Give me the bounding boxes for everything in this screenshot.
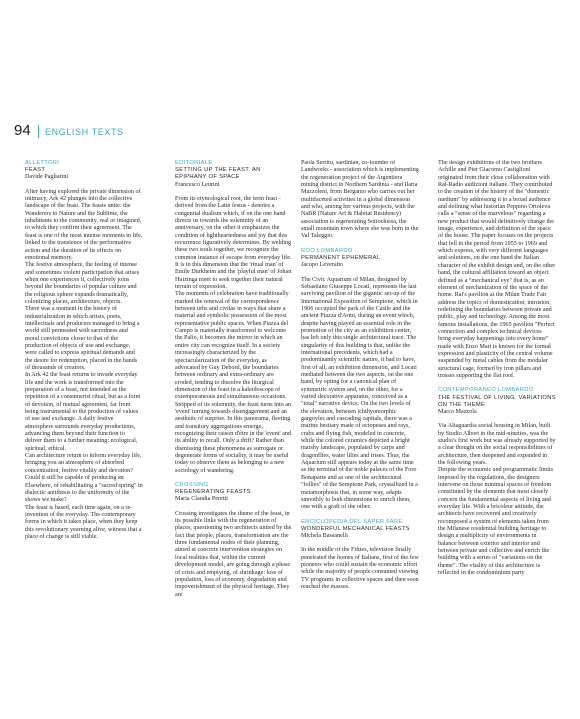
article-paragraph: The design exhibitions of the two brothers Achille and Pier Giacomo Castiglioni originated from their close collaboration with Rai-Radio audizioni italiane. They contributed to the creation of the history of the "domestic medium" by addressing it to a broad audience and defining what historian Peppino Ortoleva calls a "sense of the marvelous" regarding a new product that would definitively change the image, experience, and definition of the space of the house. The paper focuses on the projects that fell in the period from 1955 to 1969 and which express, with very different languages and solutions, on the one hand the Italian character of the exhibit design and, on the other hand, the cultural affiliation toward an object defined as a "mechanical eye" that is, as an element of mechanization of the space of the home. Rai's pavilion at the Milan Trade Fair address the topics of domestication, intrusion, redefining the boundaries between private and public, play and technology. Among the most famous installations, the 1965 pavilion "Perfect connection and complex technical devices bring everyday happenings into every home" made with Enzo Mari is known for the formal expression and plasticity of the central volume suspended by metal cables from the modular structural cage, formed by iron pillars and trusses supporting the flat roof. xyxy=(438,160,556,379)
article-paragraph: In the middle of the Fifties, television finally penetrated the homes of Italians, first of the few pioneers who could sustain the economic effort while the majority of people consumed viewing TV programs in collective spaces and then soon reached the masses. xyxy=(301,547,419,590)
article-spacer xyxy=(438,380,556,387)
article-author: Francesco Leurini xyxy=(175,181,220,188)
article-author: Marco Mazzola xyxy=(438,408,477,415)
article-paragraph: The moments of celebration have traditionally marked the renewal of the correspondence between urbs and civitas in ways that share a material and symbolic possession of the most representative public spaces. When Piazza del Campo is materially transformed to welcome the Palio, it becomes the mirror in which an entire city can recognize itself. In a society increasingly characterized by the spectacularization of the everyday, as advocated by Guy Debord, the boundaries between ordinary and extra-ordinary are eroded, tending to dissolve the liturgical dimension of the feast in a kaleidoscope of extemporaneous and simultaneous occasions. xyxy=(175,291,289,401)
article-paragraph: Paola Serritu, sardinian, co-founder of Landworks - association which is implementing the regeneration project of the Argentiera mining district in Northern Sardinia - and Ilaria Mazzoleni, from Bergamo who carries out her multifaceted activities in a global dimension and who, among her various projects, with the NaBR (Nature Art & Habitat Residency) association is regenerating Sottochiesa, the small mountain town where she was born in the Val Taleggio. xyxy=(301,160,419,240)
article-spacer xyxy=(301,512,419,519)
article-kicker: ALLETTORI xyxy=(25,160,60,166)
article-headline: THE FESTIVAL OF LIVING. VARIATIONS ON THE THEME xyxy=(438,394,556,408)
column-4 xyxy=(438,160,556,715)
column-2 xyxy=(175,160,293,715)
article-paragraph: Despite the economic and programmatic limits imposed by the regulations, the designers intervene on those minimal spaces of freedom constituted by the elements that most closely concern the fundamental aspects of living and everyday life. With a bricoleur attitude, the architects have recovered and creatively recomposed a system of elements taken from the Milanese residential building heritage to design a multiplicity of environments in balance between exterior and interior and between private and collective and enrich the building with a series of "variations on the theme". The vitality of this architecture is reflected in the condominium party xyxy=(438,467,554,577)
article-headline: FEAST xyxy=(25,167,46,174)
column-1 xyxy=(25,160,143,715)
section-title: ENGLISH TEXTS xyxy=(45,127,124,137)
article-paragraph: The festive atmosphere, the feeling of intense and sometimes violent participation that arises when one experiences it, collectively joins beyond the boundaries of popular culture and the religious sphere expands dramatically, colonizing places, architecture, objects. xyxy=(25,262,140,305)
article-paragraph: Crossing investigates the theme of the feast, in its possible links with the regeneration of places, questioning two architects united by the fact that people, places, transformation are the three fundamental nodes of their planning, aimed at concrete intervention strategies on local realities that, within the current development model, are going through a phase of crisis and emptying, of shrinkage: loss of population, loss of economy, degradation and impoverishment of the physical heritage. They are xyxy=(175,510,292,598)
article-kicker: EDITORIALE xyxy=(175,160,213,166)
article-paragraph: The feast is based, each time again, on a re-invention of the everyday. The contemporary forms in which it takes place, when they keep this revolutionary yearning alive, witness that a place of change is still viable. xyxy=(25,504,142,540)
article-paragraph: In Ark 42 the feast returns to invade everyday life and the work is transformed into the preparation of a feast, not intended as the repetition of a consumerist ritual, but as a form of devotion, of mutual agreement, far from being instrumental to the production of values of use and exchange. A daily festive atmosphere surrounds everyday productions, advancing them beyond their function to deliver them to a further meaning: ecological, spiritual, ethical. xyxy=(25,372,141,452)
article-paragraph: Via Altaguardia social housing in Milan, built by Studio Albori in the mid-nineties, was the studio's first work but was already supported by a clear thought on the social responsibilities of architecture, then deepened and expanded in the following years. xyxy=(438,423,556,466)
article-author: Michela Bassanelli xyxy=(301,532,348,539)
article-author: Davide Pagliarini xyxy=(25,174,69,181)
page-number: 94 xyxy=(14,122,31,139)
article-paragraph: Can architecture return to inform everyday life, bringing you an atmosphere of absorbed concentration, festive vitality and devotion? Could it still be capable of producing an Elsewhere, of rehabilitating a "sacred spring" in dialectic antithesis to the uniformity of the shows we make? xyxy=(25,453,143,504)
article-headline: WONDERFUL MECHANICAL FEASTS xyxy=(301,525,410,532)
article-paragraph: From its etymological root, the term feast - derived from the Latin festus - denotes a congenital dualism which, if on the one hand directs us towards the solemnity of an anniversary, on the other it emphasizes the condition of lightheartedness and joy that this recurrence figuratively determines. By welding these two souls together, we recognize the common instance of escape from everyday life. It is in this dimension that the 'ritual man' of Emile Durkheim and the 'playful man' of Johan Huizinga meet to seek together their natural terrain of expression. xyxy=(175,195,292,291)
article-paragraph: The Civic Aquarium of Milan, designed by Sebastiano Giuseppe Locati, represents the last surviving pavilion of the gigantic set-up of the International Exposition of Sempione, which in 1906 occupied the park of the Castle and the ancient Piazza d'Armi, during an event which, despite having played an essential role in the promotion of the city as an exhibition center, has left only this single architectural trace. The singularity of this building is that, unlike the international precedents, which had a predominantly scientific nature, it had to have, first of all, an exhibition dimension, and Locati mediated between the two aspects, on the one hand, by opting for a canonical plan of symmetric system and, on the other, for a varied decorative apparatus, conceived as a "total" narrative device. On the two levels of the elevation, between ichthyomorphic gargoyles and cascading capitals, there was a marine bestiary made of octopuses and rays, crabs and flying fish, modeled in concrete, while the colored ceramics depicted a bright marshy landscape, populated by carps and dragonflies, water lilies and irises. Thus, the Aquarium still appears today at the same time as the terminal of the noble palaces of the Foro Bonaparte and as one of the architectural "follies" of the Sempione Park, crystallized in a metamorphosis that, in some way, adapts smoothly to both dimensions to enrich them, one with a graft of the other. xyxy=(301,276,418,511)
article-spacer xyxy=(301,241,419,248)
header-separator xyxy=(38,125,39,138)
article-kicker: ROO LOMBARDO xyxy=(301,247,353,254)
article-kicker: CONTEMPORANEO LOMBARDO xyxy=(438,387,534,394)
article-kicker: CROSSING xyxy=(175,482,209,489)
article-author: Maria Claudia Peretti xyxy=(175,496,228,503)
article-paragraph: Stripped of its solemnity, the feast turns into an 'event' turning towards disengagement and an aesthetic of surprise. In this panorama, fleeting and transitory aggregations emerge, recognizing their raison d'être in the 'event' and its ability to recall. Only a drift? Rather than dismissing these phenomena as surrogate or degenerate forms of sociality, it may be useful today to observe them as belonging to a new sociology of wandering. xyxy=(175,401,292,474)
article-headline: REGENERATING FEASTS xyxy=(175,489,251,496)
article-author: Jacopo Leveratto xyxy=(301,262,344,269)
article-headline: PERMANENT EPHEMERAL xyxy=(301,254,381,261)
page-header xyxy=(14,123,566,139)
article-kicker: ENCICLOPEDIA DEL SAPER FARE xyxy=(301,518,403,525)
article-spacer xyxy=(175,475,293,482)
article-paragraph: After having explored the private dimension of intimacy, Ark 42 plunges into the collective landscape of the feast. The feasts unite: the Wanderers to Nature and the Sublime, the inhabitants to the community, real or imagined, to which they confirm their agreement. The feast is one of the most intense moments in life, linked to the transience of the performative action and the duration of its effects on emotional memory. xyxy=(25,188,143,261)
article-headline: SETTING UP THE FEAST. AN EPIPHANY OF SPACE xyxy=(175,167,261,181)
column-3 xyxy=(301,160,419,715)
article-paragraph: There was a moment in the history of industrialization in which artists, poets, intellectuals and producers managed to bring a world still permeated with sacredness and moral convictions closer to that of the production of objects of use and exchange, were called to express spiritual demands and the desire for redemption, placed in the hands of thousands of creators. xyxy=(25,306,140,371)
